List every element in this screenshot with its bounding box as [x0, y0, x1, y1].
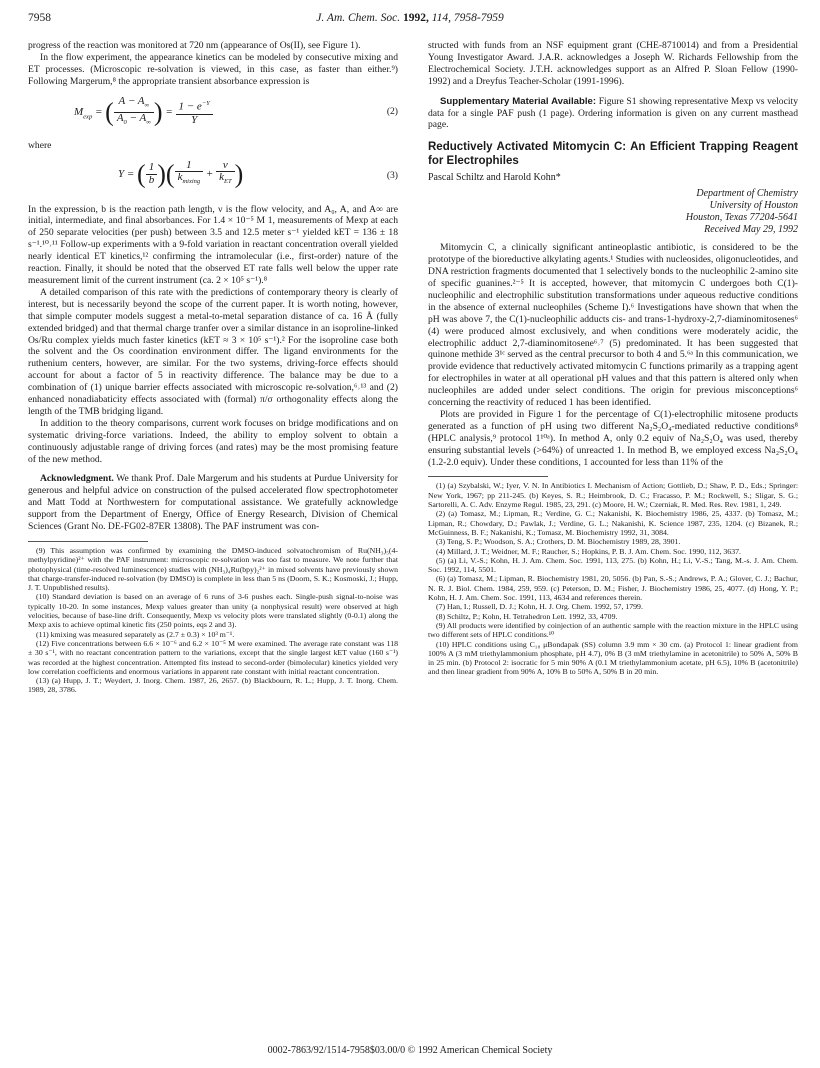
journal-pages: 7958-7959 [453, 12, 504, 24]
left-column [28, 40, 398, 695]
authors: Pascal Schiltz and Harold Kohn* [428, 172, 561, 184]
footnote-rule [28, 541, 148, 542]
page-footer: 0002-7863/92/1514-7958$03.00/0 © 1992 American Chemical Society [267, 1045, 553, 1056]
equation-number: (2) [386, 105, 398, 117]
footnote: (5) (a) Li, V.-S.; Kohn, H. J. Am. Chem. Soc. 1991, 113, 275. (b) Kohn, H.; Li, V.-S.; Tang, M.-s. J. Am. Chem. Soc. 1992, 114, 5501. [428, 555, 798, 575]
supplementary-text: Figure S1 showing representative Mexp vs velocity data for a single PAF push (1 page). Ordering information is given on any current masthead page. [428, 95, 798, 131]
paragraph: Plots are provided in Figure 1 for the percentage of C(1)-electrophilic mitosene products generated as a function of pH using two different Na₂S₂O₄-mediated reductive conditions⁸ (HPLC analysis,⁹ protocol 1¹⁰ᵃ). In method A, only 0.2 equiv of Na₂S₂O₄ was used, thereby ensuring substantial levels (>64%) of unreacted 1. In method B, we employed excess Na₂S₂O₄ (1.2-2.0 equiv). Under these conditions, 1 accounted for less than 11% of the [428, 408, 798, 468]
affiliation-line: Houston, Texas 77204-5641 [685, 212, 798, 224]
footnotes [428, 481, 798, 676]
affiliation-line: University of Houston [709, 200, 798, 212]
paragraph: In addition to the theory comparisons, current work focuses on bridge modifications and on systematic driving-force variations. Indeed, the ability to employ solvent to obtain a continuously adjustable range of driving forces (and rates) may be the most promising feature of the new method. [28, 417, 398, 465]
journal-name: J. Am. Chem. Soc. [316, 12, 401, 24]
footnote: (2) (a) Tomasz, M.; Lipman, R.; Verdine, G. C.; Nakanishi, K. Biochemistry 1986, 25, 4337. (b) Tomasz, M.; Lipman, R.; Chowdary, D.; Pawlak, J.; Verdine, G. L.; Nakanishi, K. Science 1987, 235, 1204. (c) Bizanek, R.; McGuinness, B. F.; Nakanishi, K.; Tomasz, M. Biochemistry 1992, 31, 3084. [428, 509, 798, 537]
footnote: (1) (a) Szybalski, W.; Iyer, V. N. In Antibiotics I. Mechanism of Action; Gottlieb, D.; Shaw, P. D., Eds.; Springer: New York, 1967; pp 211-245. (b) Keyes, S. R.; Heimbrook, D. C.; Fracasso, P. M.; Rockwell, S.; Sligar, S. G.; Sartorelli, A. C. Adv. Enzyme Regul. 1985, 23, 291. (c) Moore, H. W.; Czerniak, R. Med. Res. Rev. 1981, 1, 249. [428, 481, 798, 510]
footnote: (12) Five concentrations between 6.6 × 10⁻⁶ and 6.2 × 10⁻⁵ M were examined. The average rate constant was 118 ± 30 s⁻¹, with no reactant concentration pattern to the variations, except that the single largest kET value (160 s⁻¹) was recorded at the highest concentration. Attempted fits instead to second-order (bimolecular) kinetics yielded very low correlation coefficients and enormous variations in apparent rate constant with initial reactant concentration. [28, 638, 398, 676]
paragraph: structed with funds from an NSF equipment grant (CHE-8710014) and from a Presidential Young Investigator Award. J.A.R. acknowledges a Joseph W. Richards Fellowship from the Electrochemical Society. J.T.H. acknowledges support as an Alfred P. Sloan Fellow (1990-1992) and a Dreyfus Teacher-Scholar (1991-1996). [428, 40, 798, 87]
running-header [28, 12, 792, 28]
page-number: 7958 [28, 12, 51, 24]
acknowledgment-heading: Acknowledgment. [40, 473, 114, 485]
footnote: (4) Millard, J. T.; Weidner, M. F.; Raucher, S.; Hopkins, P. B. J. Am. Chem. Soc. 1990, 112, 3637. [436, 546, 741, 556]
footnote: (11) kmixing was measured separately as (2.7 ± 0.3) × 10³ m⁻¹. [36, 629, 235, 639]
paragraph: where [28, 139, 52, 151]
footnote: (3) Teng, S. P.; Woodson, S. A.; Crothers, D. M. Biochemistry 1989, 28, 3901. [436, 537, 681, 547]
affiliation [428, 188, 798, 236]
received-date: Received May 29, 1992 [704, 224, 798, 236]
paragraph: In the flow experiment, the appearance kinetics can be modeled by consecutive mixing and ET processes. (Microscopic re-solvation is viewed, in this case, as faster than either.⁹) Following Margerum,⁸ the appropriate transient absorbance expression is [28, 51, 398, 87]
footnotes [28, 546, 398, 695]
paragraph: A detailed comparison of this rate with the predictions of contemporary theory is clearly of interest, but is necessarily beyond the scope of the current paper. It is worth noting, however, that simple computer models suggest a metal-to-metal separation distance of ca. 16 Å (fully extended bridged) and that thermal charge tranfer over a similar distance in an isoproline-linked Os/Ru complex yields much faster kinetics (kET ≈ 3 × 10⁵ s⁻¹).² For the isoproline case both the solvent and the Os coordination environment differ. The ligand environments for the ruthenium centers, however, are similar. For the two systems, driving-force effects should account for about a factor of 5 in reactivity difference. The balance may be due to a combination of (1) unique barrier effects associated with microscopic re-solvation,⁶˒¹³ and (2) enhanced nonadiabaticity effects associated with (formal) π/σ orthogonality effects along the length of the TMB bridging ligand. [28, 286, 398, 417]
footnote-rule [428, 476, 548, 477]
supplementary-material [428, 96, 798, 132]
equation-2: $M_{exp}$ = ( $\frac{A - A_\infty}{A_0 - A_\infty}$ ) = $\frac{1 - e^{-Y}}{Y}$ (2) [74, 94, 398, 127]
footnote: (8) Schiltz, P.; Kohn, H. Tetrahedron Lett. 1992, 33, 4709. [436, 611, 618, 621]
paragraph: Mitomycin C, a clinically significant antineoplastic antibiotic, is considered to be the prototype of the bioreductive alkylating agents.¹ Studies with nucleosides, oligonucleotides, and DNA restriction fragments documented that 1 selectively bonds to the nucleophilic 2-amino site of specific guanines.²⁻⁵ It is accepted, however, that mitomycin C undergoes both C(1)-nucleophilic and electrophilic substitution transformations under aqueous reductive conditions in the absence of external nucleophiles (Scheme I).⁶ Investigations have shown that when the pH was above 7, the C(1)-nucleophilic adducts cis- and trans-1-hydroxy-2,7-diaminomitosenes⁶ (4) were produced almost exclusively, and when conditions were moderately acidic, the electrophilic adduct 2,7-diaminomitosene⁶˒⁷ (5) predominated. It has been suggested that quinone methide 3¹ᶜ served as the central precursor to both 4 and 5.⁶ᵃ In this communication, we provide evidence that reductively activated mitomycin C functions primarily as a trapping agent for electrophiles in water at all operational pH values and that this pattern is altered only when nucleophiles are added under select conditions. The origin for previous misconceptions⁶ concerning the reactivity of reduced 1 has been identified. [428, 242, 798, 409]
journal-volume: 114, [431, 12, 451, 24]
footnote: (9) This assumption was confirmed by examining the DMSO-induced solvatochromism of Ru(NH₃)₅(4-methylpyridine)²⁺ with the PAF instrument: microscopic re-solvation was too fast to measure. We note further that photophysical (time-resolved luminescence) studies with (NH₃)₄Ru(bpy)₂²⁺ in mixed solvents have previously shown that charge-transfer-induced re-solvation (by DMSO) is complete in less than 5 ns (Doorn, S. K.; Kosmoski, J.; Hupp, J. T. Unpublished results). [28, 546, 398, 593]
journal-citation [28, 12, 792, 24]
acknowledgment [28, 473, 398, 533]
supplementary-heading: Supplementary Material Available: [440, 95, 597, 107]
footnote: (10) HPLC conditions using C₁₈ μBondapak (SS) column 3.9 mm × 30 cm. (a) Protocol 1: linear gradient from 100% A (3 mM triethylammonium phosphate, pH 4.7), 0% B (3 mM triethylamine in acetonitrile) to 50% A, 50% B in 25 min. (b) Protocol 2: isocratic for 5 min 90% A (0.1 M triethylammonium acetate, pH 6.5), 10% B (acetonitrile) and then linear gradient from 90% A, 10% B to 50% A, 50% B in 20 min. [428, 639, 798, 677]
footnote: (7) Han, I.; Russell, D. J.; Kohn, H. J. Org. Chem. 1992, 57, 1799. [436, 602, 643, 612]
right-column [428, 40, 798, 677]
equation-3: Y = ( $\frac{1}{b}$ )( $\frac{1}{k_{mixing}}$ + $\frac{\nu}{k_{ET}}$ ) (3) [118, 158, 398, 189]
paragraph: progress of the reaction was monitored at 720 nm (appearance of Os(II), see Figure 1). [28, 40, 361, 51]
journal-year: 1992, [402, 12, 429, 24]
footnote: (13) (a) Hupp, J. T.; Weydert, J. Inorg. Chem. 1987, 26, 2657. (b) Blackbourn, R. L.; Hupp, J. T. Inorg. Chem. 1989, 28, 3786. [28, 676, 398, 695]
footnote: (9) All products were identified by coinjection of an authentic sample with the reaction mixture in the HPLC using two different sets of HPLC conditions.¹⁰ [428, 620, 798, 640]
footnote: (6) (a) Tomasz, M.; Lipman, R. Biochemistry 1981, 20, 5056. (b) Pan, S.-S.; Andrews, P. A.; Glover, C. J.; Bachur, N. R. J. Biol. Chem. 1984, 259, 959. (c) Peterson, D. M.; Fisher, J. Biochemistry 1986, 25, 4077. (d) Hong, Y. P.; Kohn, H. J. Am. Chem. Soc. 1991, 113, 4634 and references therein. [428, 574, 798, 603]
affiliation-line: Department of Chemistry [696, 188, 798, 200]
paragraph: In the expression, b is the reaction path length, ν is the flow velocity, and A₀, A, and A∞ are initial, intermediate, and final absorbances. For 1.4 × 10⁻⁵ M 1, measurements of Mexp at each of 250 separate velocities (per push) between 3.5 and 12.5 meter s⁻¹ yielded kET = 136 ± 18 s⁻¹.¹⁰˒¹¹ Follow-up experiments with a 9-fold variation in reactant concentration overall yielded nearly identical ET kinetics,¹² confirming the intramolecular (i.e., first-order) nature of the reaction. Finally, it should be noted that the observed ET rate falls well below the upper rate measurement limit of the current instrument (ca. 2 × 10⁵ s⁻¹).⁸ [28, 203, 398, 286]
acknowledgment-text: We thank Prof. Dale Margerum and his students at Purdue University for generous and helpful advice on construction of the pulsed accelerated flow spectrophotometer and Matt Todd at Northwestern for computational assistance. We gratefully acknowledge support from the Department of Energy, Office of Energy Research, Division of Chemical Sciences (Grant No. DE-FG02-87ER 13808). The PAF instrument was con- [28, 473, 398, 533]
equation-number: (3) [386, 169, 398, 181]
article-title: Reductively Activated Mitomycin C: An Efficient Trapping Reagent for Electrophiles [428, 141, 798, 167]
footnote: (10) Standard deviation is based on an average of 6 runs of 3-6 pushes each. Single-push signal-to-noise was typically 10-20. In some instances, Mexp values greater than unity (a nonphysical result) were observed at high velocities, because of base-line drift. Consequently, Mexp vs velocity plots were translated slightly (0-0.1) along the Mexp axis to achieve optimal kinetic fits (250 points, eqs 2 and 3). [28, 592, 398, 630]
